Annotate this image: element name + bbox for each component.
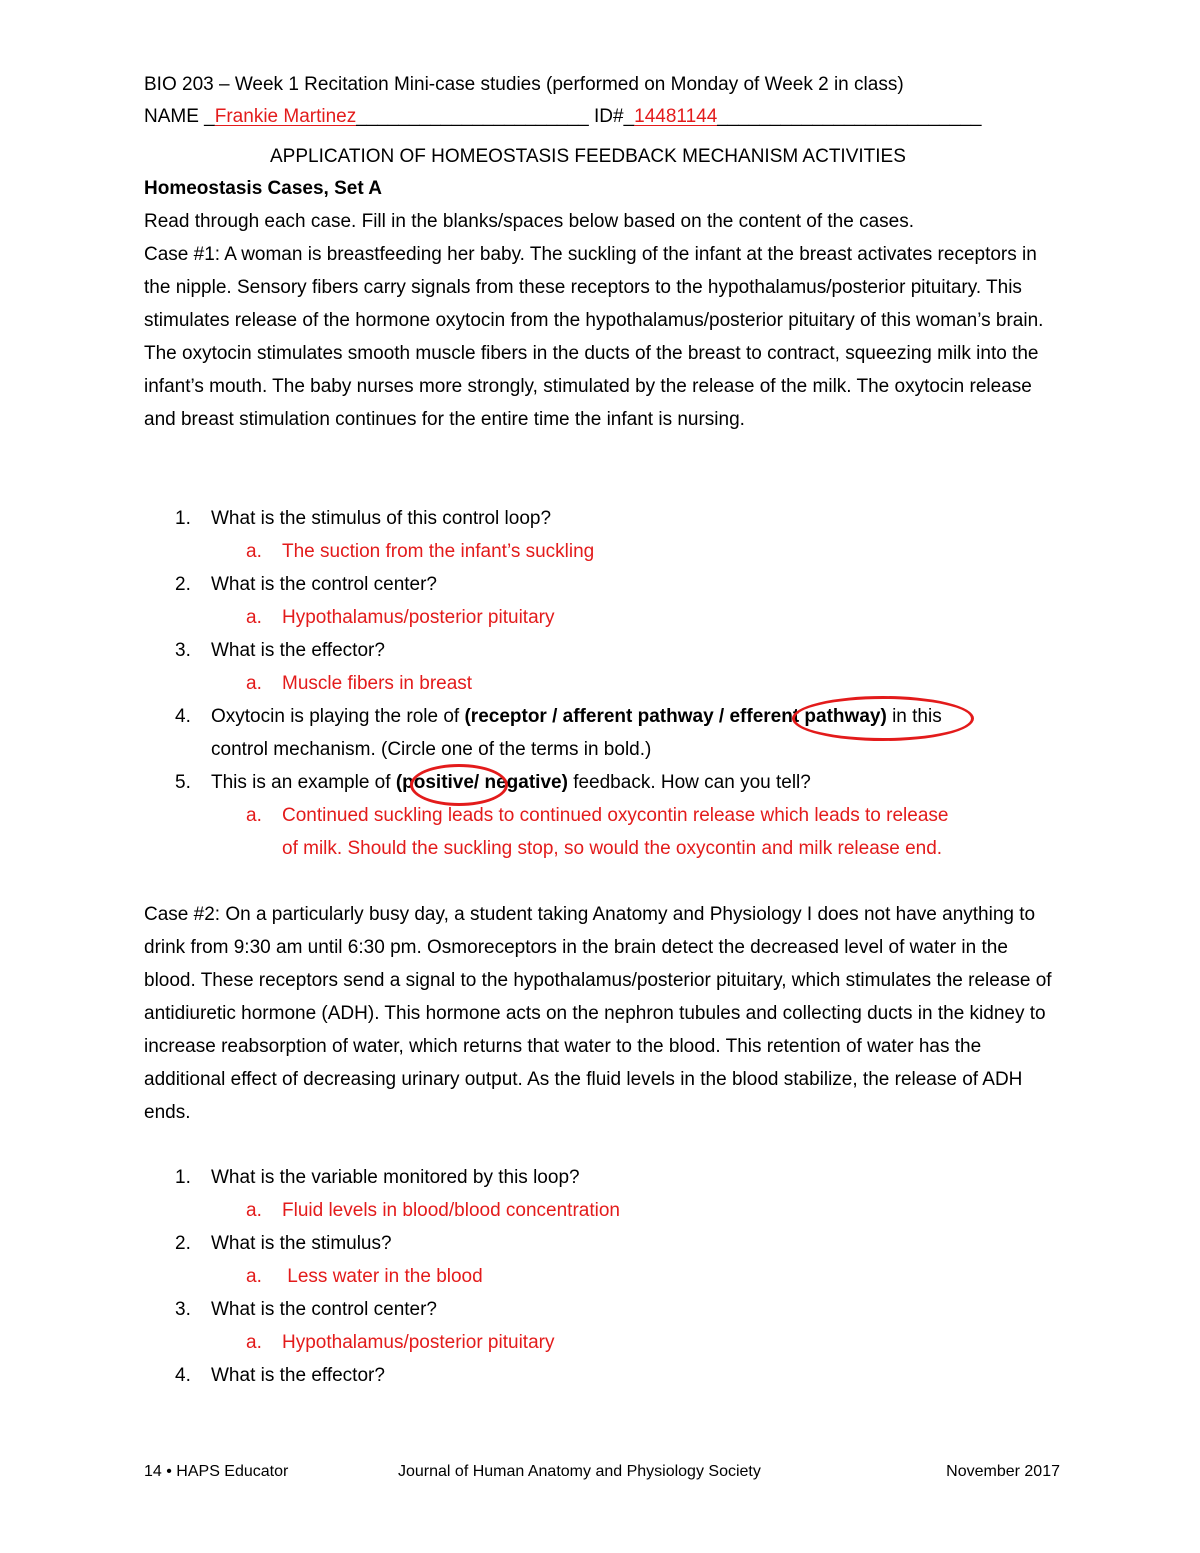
case1-q4-line2: control mechanism. (Circle one of the terms in bold.): [211, 739, 652, 760]
instructions: Read through each case. Fill in the blanks/spaces below based on the content of the cases.: [144, 211, 914, 232]
set-heading: Homeostasis Cases, Set A: [144, 178, 382, 199]
case2-text: Case #2: On a particularly busy day, a student taking Anatomy and Physiology I does not have anything to drink from 9:30 am until 6:30 pm. Osmoreceptors in the brain detect the decreased level of water in the blood. These receptors send a signal to the hypothalamus/posterior pituitary, which stimulates the release of antidiuretic hormone (ADH). This hormone acts on the nephron tubules and collecting ducts in the kidney to increase reabsorption of water, which returns that water to the blood. This retention of water has the additional effect of decreasing urinary output. As the fluid levels in the blood stabilize, the release of ADH ends.: [144, 904, 1052, 1123]
case1-q4-prefix: Oxytocin is playing the role of: [211, 706, 465, 727]
case1-q5-prefix: This is an example of: [211, 772, 396, 793]
case2-q2: What is the stimulus?: [211, 1233, 392, 1254]
case1-a2-marker: a.: [246, 607, 262, 628]
footer-left: 14 • HAPS Educator: [144, 1463, 289, 1480]
case1-a5-line1[interactable]: Continued suckling leads to continued oxycontin release which leads to release: [282, 805, 949, 826]
positive-circle: [410, 764, 508, 806]
case1-q4-number: 4.: [175, 706, 191, 727]
case2-q3-number: 3.: [175, 1299, 191, 1320]
case1-q5-suffix: feedback. How can you tell?: [567, 772, 811, 793]
case1-q3: What is the effector?: [211, 640, 385, 661]
id-label: ID#_: [588, 106, 635, 127]
case1-q5: [211, 772, 811, 794]
case1-q1-number: 1.: [175, 508, 191, 529]
name-underline: ______________________: [356, 106, 589, 127]
case1-q2: What is the control center?: [211, 574, 437, 595]
main-heading: APPLICATION OF HOMEOSTASIS FEEDBACK MECHANISM ACTIVITIES: [270, 146, 906, 167]
case2-paragraph: [144, 898, 1064, 1129]
case1-a1[interactable]: The suction from the infant’s suckling: [282, 541, 595, 562]
case1-a5-marker: a.: [246, 805, 262, 826]
name-label: NAME _: [144, 106, 215, 127]
case1-q5-number: 5.: [175, 772, 191, 793]
case2-q4-number: 4.: [175, 1365, 191, 1386]
efferent-pathway-circle: [792, 696, 974, 741]
case2-a3-marker: a.: [246, 1332, 262, 1353]
case2-a2[interactable]: Less water in the blood: [282, 1266, 483, 1287]
case1-paragraph: [144, 238, 1064, 436]
case1-q2-number: 2.: [175, 574, 191, 595]
case1-q4-suffix: in this: [886, 706, 942, 727]
case2-q2-number: 2.: [175, 1233, 191, 1254]
footer-right: November 2017: [946, 1463, 1060, 1480]
name-id-line: [144, 106, 981, 128]
case1-a5-line2[interactable]: of milk. Should the suckling stop, so would the oxycontin and milk release end.: [282, 838, 943, 859]
case1-a1-marker: a.: [246, 541, 262, 562]
case2-a1-marker: a.: [246, 1200, 262, 1221]
case2-a2-marker: a.: [246, 1266, 262, 1287]
case1-a2[interactable]: Hypothalamus/posterior pituitary: [282, 607, 555, 628]
document-title: BIO 203 – Week 1 Recitation Mini-case studies (performed on Monday of Week 2 in class): [144, 74, 904, 95]
case1-a3-marker: a.: [246, 673, 262, 694]
case2-a3[interactable]: Hypothalamus/posterior pituitary: [282, 1332, 555, 1353]
case1-q4-options[interactable]: (receptor / afferent pathway / efferent pathway): [464, 706, 887, 727]
id-underline: _________________________: [717, 106, 982, 127]
case1-label: Case #1: [144, 244, 215, 265]
case2-q1-number: 1.: [175, 1167, 191, 1188]
case1-q1: What is the stimulus of this control loop?: [211, 508, 552, 529]
case2-a1[interactable]: Fluid levels in blood/blood concentration: [282, 1200, 620, 1221]
case1-q5-options[interactable]: (positive/ negative): [395, 772, 568, 793]
footer-center: Journal of Human Anatomy and Physiology Society: [398, 1463, 761, 1480]
id-value[interactable]: 14481144: [634, 106, 718, 127]
case1-a3[interactable]: Muscle fibers in breast: [282, 673, 473, 694]
case1-q3-number: 3.: [175, 640, 191, 661]
case2-q4: What is the effector?: [211, 1365, 385, 1386]
case2-q1: What is the variable monitored by this loop?: [211, 1167, 580, 1188]
case1-text: : A woman is breastfeeding her baby. The suckling of the infant at the breast activates receptors in the nipple. Sensory fibers carry signals from these receptors to the hypothalamus/posterior pituitary. This stimulates release of the hormone oxytocin from the hypothalamus/posterior pituitary of this woman’s brain. The oxytocin stimulates smooth muscle fibers in the ducts of the breast to contract, squeezing milk into the infant’s mouth. The baby nurses more strongly, stimulated by the release of the milk. The oxytocin release and breast stimulation continues for the entire time the infant is nursing.: [144, 244, 1044, 430]
case2-q3: What is the control center?: [211, 1299, 437, 1320]
name-value[interactable]: Frankie Martinez: [214, 106, 357, 127]
